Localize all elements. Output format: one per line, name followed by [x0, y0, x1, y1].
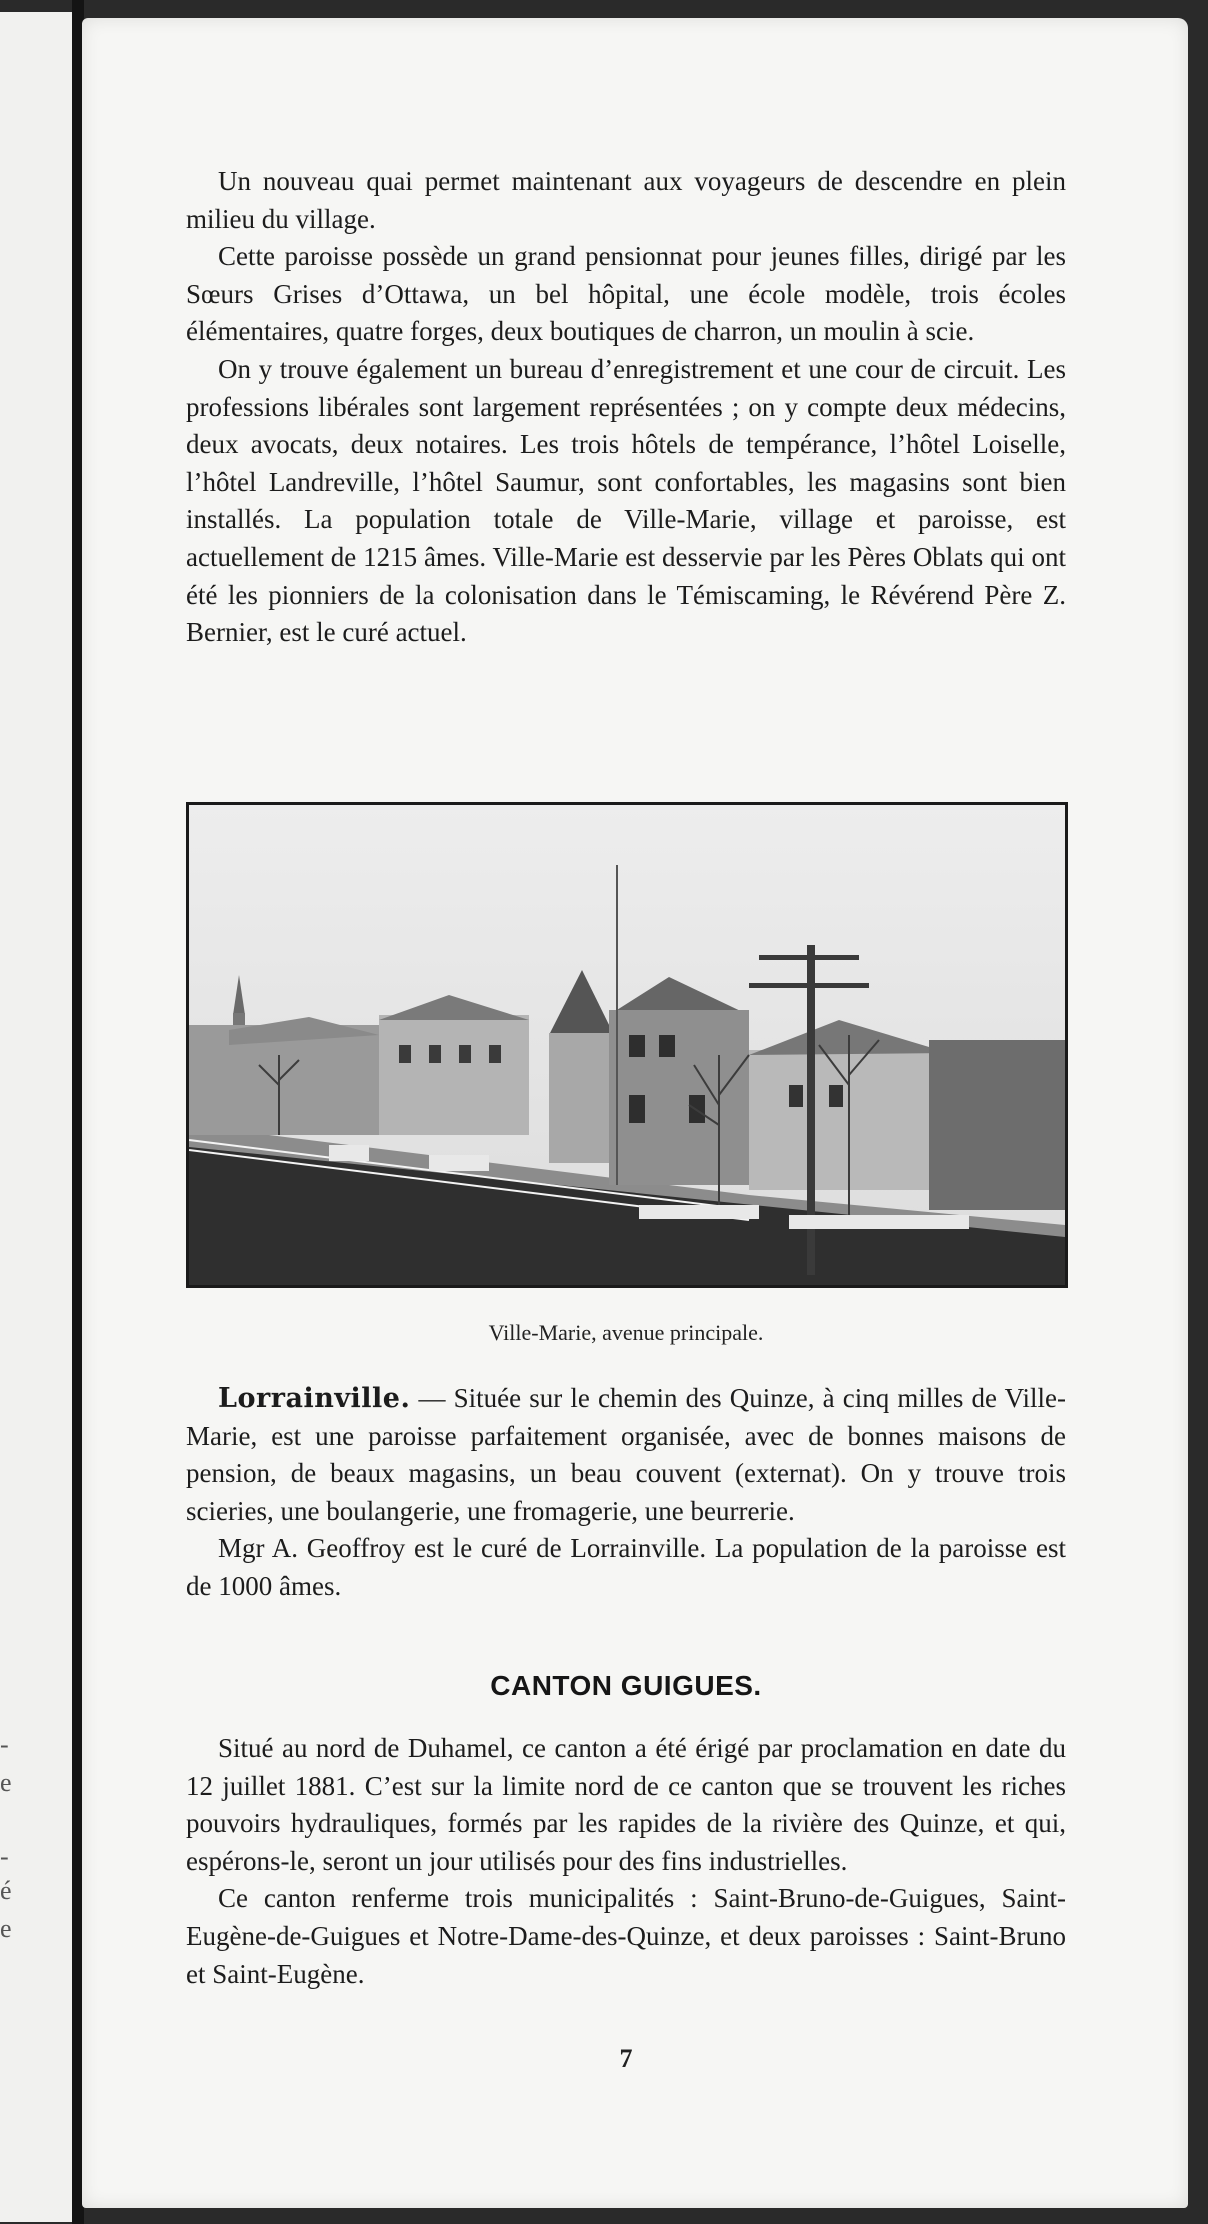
left-page-mark: - [0, 1730, 9, 1759]
section-heading: CANTON GUIGUES. [490, 1670, 762, 1701]
book-page [82, 18, 1188, 2208]
left-page-edge [0, 12, 72, 2222]
left-page-mark: e [0, 1914, 12, 1943]
intro-text [186, 163, 1066, 652]
left-page-mark: - [0, 1842, 9, 1871]
page-number: 7 [619, 2044, 633, 2073]
village-photo [186, 802, 1068, 1288]
lorrainville-text: — Située sur le chemin des Quinze, à cinq milles de Ville-Marie, est une paroisse parfaitement organisée, avec de bonnes maisons de pension, de beaux magasins, un beau couvent (externat). On y trouve trois scieries, une boulangerie, une fromagerie, une beurrerie. [186, 1383, 1066, 1526]
paragraph: Un nouveau quai permet maintenant aux voyageurs de descendre en plein milieu du village. [186, 166, 1066, 234]
paragraph: Cette paroisse possède un grand pensionnat pour jeunes filles, dirigé par les Sœurs Grises d’Ottawa, un bel hôpital, une école modèle, trois écoles élémentaires, quatre forges, deux boutiques de charron, un moulin à scie. [186, 241, 1066, 347]
paragraph: Situé au nord de Duhamel, ce canton a été érigé par proclamation en date du 12 juillet 1881. C’est sur la limite nord de ce canton que se trouvent les riches pouvoirs hydrauliques, formés par les rapides de la rivière des Quinze, et qui, espérons-le, seront un jour utilisés pour des fins industrielles. [186, 1733, 1066, 1876]
lorrainville-lead: Lorrainville. [218, 1383, 411, 1414]
paragraph: Mgr A. Geoffroy est le curé de Lorrainville. La population de la paroisse est de 1000 âmes. [186, 1533, 1066, 1601]
left-page-mark: e [0, 1768, 12, 1797]
left-page-mark: é [0, 1876, 12, 1905]
paragraph: Ce canton renferme trois municipalités : Saint-Bruno-de-Guigues, Saint-Eugène-de-Guigues et Notre-Dame-des-Quinze, et deux paroisses : Saint-Bruno et Saint-Eugène. [186, 1883, 1066, 1989]
paragraph [186, 1380, 1066, 1530]
lorrainville-section [186, 1380, 1066, 1606]
photo-caption: Ville-Marie, avenue principale. [488, 1320, 764, 1345]
paragraph: On y trouve également un bureau d’enregistrement et une cour de circuit. Les professions libérales sont largement représentées ; on y compte deux médecins, deux avocats, deux notaires. Les trois hôtels de tempérance, l’hôtel Loiselle, l’hôtel Landreville, l’hôtel Saumur, sont confortables, les magasins sont bien installés. La population totale de Ville-Marie, village et paroisse, est actuellement de 1215 âmes. Ville-Marie est desservie par les Pères Oblats qui ont été les pionniers de la colonisation dans le Témiscaming, le Révérend Père Z. Bernier, est le curé actuel. [186, 353, 1066, 648]
canton-section [186, 1730, 1066, 1993]
